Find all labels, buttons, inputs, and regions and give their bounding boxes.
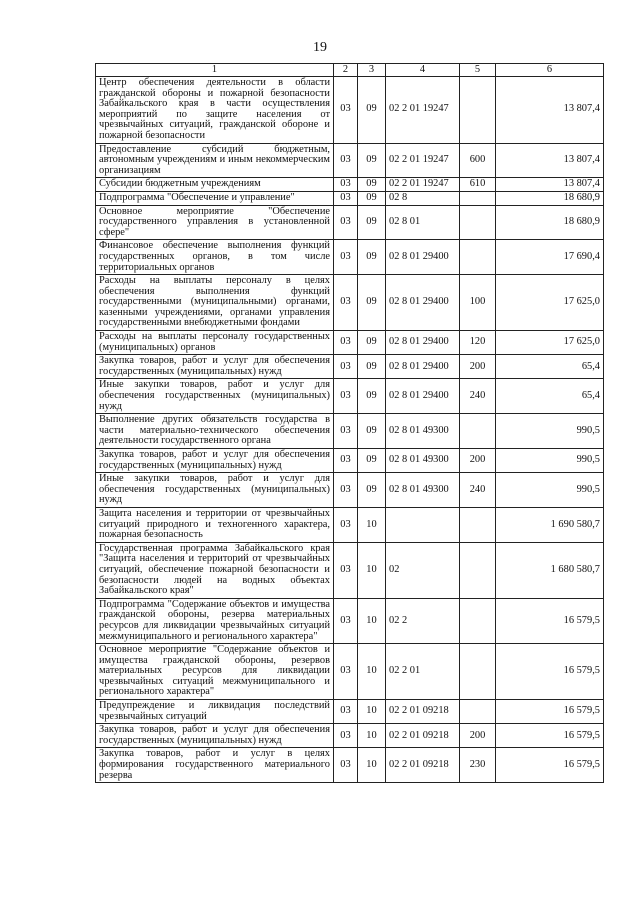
subsection-code-cell: 09: [358, 240, 386, 275]
column-header: 5: [460, 64, 496, 77]
expense-type-cell: [460, 507, 496, 542]
amount-cell: 1 680 580,7: [496, 542, 604, 598]
target-article-cell: 02 2 01: [386, 644, 460, 700]
target-article-cell: 02 8 01 29400: [386, 355, 460, 379]
section-code-cell: 03: [334, 331, 358, 355]
row-name-cell: Защита населения и территории от чрезвычайных ситуаций природного и техногенного характера, пожарная безопасность: [96, 507, 334, 542]
target-article-cell: 02 2 01 19247: [386, 143, 460, 178]
amount-cell: 17 625,0: [496, 331, 604, 355]
subsection-code-cell: 09: [358, 178, 386, 192]
amount-cell: 18 680,9: [496, 191, 604, 205]
row-name-cell: Иные закупки товаров, работ и услуг для обеспечения государственных (муниципальных) нужд: [96, 379, 334, 414]
row-name-cell: Государственная программа Забайкальского края "Защита населения и территорий от чрезвычайных ситуаций, обеспечение пожарной безопасности и безопасности людей на водных объектах Забайкальского края": [96, 542, 334, 598]
expense-type-cell: [460, 191, 496, 205]
row-name-cell: Финансовое обеспечение выполнения функций государственных органов, в том числе территориальных органов: [96, 240, 334, 275]
section-code-cell: 03: [334, 644, 358, 700]
row-name-cell: Расходы на выплаты персоналу в целях обеспечения выполнения функций государственными (муниципальными) органами, казенными учреждениями, органами управления государственными внебюджетными фондами: [96, 275, 334, 331]
target-article-cell: 02 2 01 09218: [386, 724, 460, 748]
section-code-cell: 03: [334, 355, 358, 379]
target-article-cell: 02 2 01 09218: [386, 748, 460, 783]
expense-type-cell: [460, 205, 496, 240]
table-row: [96, 542, 604, 598]
row-name-cell: Предоставление субсидий бюджетным, автономным учреждениям и иным некоммерческим организациям: [96, 143, 334, 178]
subsection-code-cell: 10: [358, 748, 386, 783]
section-code-cell: 03: [334, 700, 358, 724]
row-name-cell: Закупка товаров, работ и услуг для обеспечения государственных (муниципальных) нужд: [96, 724, 334, 748]
expense-type-cell: [460, 77, 496, 144]
column-header: 1: [96, 64, 334, 77]
column-header: 4: [386, 64, 460, 77]
expense-type-cell: [460, 414, 496, 449]
amount-cell: 13 807,4: [496, 143, 604, 178]
target-article-cell: 02 8 01 29400: [386, 240, 460, 275]
amount-cell: 16 579,5: [496, 598, 604, 643]
table-row: [96, 191, 604, 205]
table-row: [96, 414, 604, 449]
table-row: [96, 355, 604, 379]
table-row: [96, 507, 604, 542]
section-code-cell: 03: [334, 473, 358, 508]
expense-type-cell: 100: [460, 275, 496, 331]
expense-type-cell: [460, 644, 496, 700]
table-body: [96, 77, 604, 783]
target-article-cell: [386, 507, 460, 542]
table-row: [96, 275, 604, 331]
subsection-code-cell: 09: [358, 275, 386, 331]
target-article-cell: 02 2 01 19247: [386, 178, 460, 192]
amount-cell: 17 690,4: [496, 240, 604, 275]
table-row: [96, 178, 604, 192]
section-code-cell: 03: [334, 724, 358, 748]
subsection-code-cell: 09: [358, 449, 386, 473]
expense-type-cell: 200: [460, 449, 496, 473]
table-row: [96, 724, 604, 748]
table-row: [96, 473, 604, 508]
section-code-cell: 03: [334, 449, 358, 473]
row-name-cell: Субсидии бюджетным учреждениям: [96, 178, 334, 192]
section-code-cell: 03: [334, 542, 358, 598]
target-article-cell: 02 8 01: [386, 205, 460, 240]
table-row: [96, 379, 604, 414]
row-name-cell: Подпрограмма "Обеспечение и управление": [96, 191, 334, 205]
page-number: 19: [313, 40, 327, 55]
subsection-code-cell: 10: [358, 644, 386, 700]
target-article-cell: 02 8 01 49300: [386, 473, 460, 508]
expense-type-cell: 600: [460, 143, 496, 178]
row-name-cell: Выполнение других обязательств государства в части материально-технического обеспечения деятельности государственного органа: [96, 414, 334, 449]
table-row: [96, 748, 604, 783]
row-name-cell: Предупреждение и ликвидация последствий чрезвычайных ситуаций: [96, 700, 334, 724]
amount-cell: 16 579,5: [496, 644, 604, 700]
subsection-code-cell: 10: [358, 598, 386, 643]
amount-cell: 18 680,9: [496, 205, 604, 240]
amount-cell: 990,5: [496, 473, 604, 508]
table-row: [96, 644, 604, 700]
expense-type-cell: 120: [460, 331, 496, 355]
expense-type-cell: 240: [460, 379, 496, 414]
target-article-cell: 02 2 01 09218: [386, 700, 460, 724]
budget-table: [95, 63, 604, 783]
target-article-cell: 02 8 01 29400: [386, 331, 460, 355]
amount-cell: 17 625,0: [496, 275, 604, 331]
amount-cell: 65,4: [496, 355, 604, 379]
column-header: 2: [334, 64, 358, 77]
target-article-cell: 02 8 01 49300: [386, 414, 460, 449]
section-code-cell: 03: [334, 379, 358, 414]
row-name-cell: Подпрограмма "Содержание объектов и имущества гражданской обороны, резерва материальных ресурсов для ликвидации чрезвычайных ситуаций межмуниципального и регионального характера": [96, 598, 334, 643]
subsection-code-cell: 10: [358, 542, 386, 598]
expense-type-cell: [460, 542, 496, 598]
table-row: [96, 205, 604, 240]
row-name-cell: Основное мероприятие "Обеспечение государственного управления в установленной сфере": [96, 205, 334, 240]
row-name-cell: Закупка товаров, работ и услуг для обеспечения государственных (муниципальных) нужд: [96, 355, 334, 379]
row-name-cell: Иные закупки товаров, работ и услуг для обеспечения государственных (муниципальных) нужд: [96, 473, 334, 508]
table-row: [96, 449, 604, 473]
section-code-cell: 03: [334, 143, 358, 178]
target-article-cell: 02 8 01 49300: [386, 449, 460, 473]
section-code-cell: 03: [334, 507, 358, 542]
expense-type-cell: [460, 240, 496, 275]
target-article-cell: 02 2 01 19247: [386, 77, 460, 144]
subsection-code-cell: 09: [358, 205, 386, 240]
amount-cell: 16 579,5: [496, 700, 604, 724]
amount-cell: 16 579,5: [496, 724, 604, 748]
row-name-cell: Закупка товаров, работ и услуг для обеспечения государственных (муниципальных) нужд: [96, 449, 334, 473]
amount-cell: 990,5: [496, 449, 604, 473]
expense-type-cell: 200: [460, 355, 496, 379]
table-header-row: [96, 64, 604, 77]
table-row: [96, 240, 604, 275]
amount-cell: 13 807,4: [496, 178, 604, 192]
amount-cell: 1 690 580,7: [496, 507, 604, 542]
section-code-cell: 03: [334, 77, 358, 144]
subsection-code-cell: 09: [358, 143, 386, 178]
section-code-cell: 03: [334, 178, 358, 192]
table-row: [96, 143, 604, 178]
row-name-cell: Основное мероприятие "Содержание объектов и имущества гражданской обороны, резервов материальных ресурсов для ликвидации чрезвычайных ситуаций межмуниципального и регионального характера": [96, 644, 334, 700]
section-code-cell: 03: [334, 598, 358, 643]
table-row: [96, 700, 604, 724]
section-code-cell: 03: [334, 748, 358, 783]
row-name-cell: Расходы на выплаты персоналу государственных (муниципальных) органов: [96, 331, 334, 355]
section-code-cell: 03: [334, 191, 358, 205]
target-article-cell: 02 8 01 29400: [386, 275, 460, 331]
amount-cell: 65,4: [496, 379, 604, 414]
expense-type-cell: 610: [460, 178, 496, 192]
table-row: [96, 77, 604, 144]
subsection-code-cell: 09: [358, 331, 386, 355]
expense-type-cell: 230: [460, 748, 496, 783]
table-row: [96, 598, 604, 643]
section-code-cell: 03: [334, 275, 358, 331]
amount-cell: 13 807,4: [496, 77, 604, 144]
subsection-code-cell: 09: [358, 379, 386, 414]
subsection-code-cell: 10: [358, 507, 386, 542]
expense-type-cell: 240: [460, 473, 496, 508]
subsection-code-cell: 10: [358, 724, 386, 748]
target-article-cell: 02 2: [386, 598, 460, 643]
expense-type-cell: [460, 598, 496, 643]
section-code-cell: 03: [334, 240, 358, 275]
target-article-cell: 02 8 01 29400: [386, 379, 460, 414]
section-code-cell: 03: [334, 205, 358, 240]
table-row: [96, 331, 604, 355]
section-code-cell: 03: [334, 414, 358, 449]
column-header: 3: [358, 64, 386, 77]
subsection-code-cell: 09: [358, 473, 386, 508]
amount-cell: 16 579,5: [496, 748, 604, 783]
target-article-cell: 02: [386, 542, 460, 598]
subsection-code-cell: 09: [358, 191, 386, 205]
target-article-cell: 02 8: [386, 191, 460, 205]
subsection-code-cell: 09: [358, 414, 386, 449]
amount-cell: 990,5: [496, 414, 604, 449]
column-header: 6: [496, 64, 604, 77]
row-name-cell: Закупка товаров, работ и услуг в целях формирования государственного материального резерва: [96, 748, 334, 783]
subsection-code-cell: 09: [358, 77, 386, 144]
subsection-code-cell: 09: [358, 355, 386, 379]
expense-type-cell: [460, 700, 496, 724]
expense-type-cell: 200: [460, 724, 496, 748]
row-name-cell: Центр обеспечения деятельности в области гражданской обороны и пожарной безопасности Забайкальского края в части осуществления мероприятий по защите населения от чрезвычайных ситуаций, гражданской обороне и пожарной безопасности: [96, 77, 334, 144]
subsection-code-cell: 10: [358, 700, 386, 724]
